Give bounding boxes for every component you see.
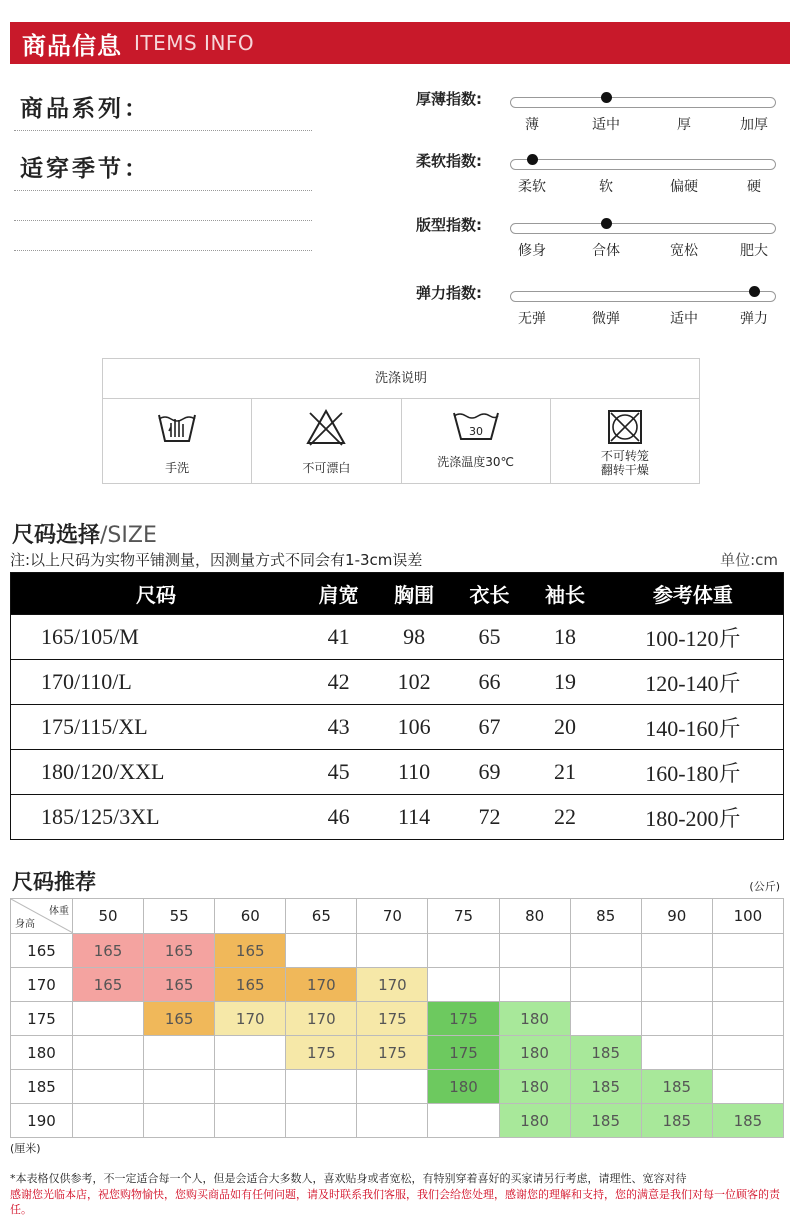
index-tick-label: 加厚 <box>740 117 768 133</box>
size-cell: 100-120斤 <box>603 615 784 660</box>
corner-weight-label: 体重 <box>49 906 69 917</box>
size-unit: 单位:cm <box>720 551 778 569</box>
table-row <box>11 660 784 705</box>
recommend-cell: 185 <box>641 1104 712 1138</box>
recommend-cell <box>428 1104 499 1138</box>
season-divider-3 <box>14 250 312 251</box>
no-tumble-dry-icon <box>605 407 645 447</box>
header-title-cn: 商品信息 <box>22 31 122 60</box>
recommend-cell <box>357 1104 428 1138</box>
recommend-cell: 165 <box>215 968 286 1002</box>
size-cell: 98 <box>376 615 451 660</box>
index-tick-label: 修身 <box>518 243 546 259</box>
recommend-cell: 180 <box>499 1036 570 1070</box>
recommend-cell: 175 <box>357 1036 428 1070</box>
height-header-cell: 180 <box>11 1036 73 1070</box>
recommend-title: 尺码推荐 <box>12 870 96 894</box>
wash-label-dry-2: 翻转干燥 <box>600 463 649 477</box>
recommend-cell <box>357 934 428 968</box>
size-cell: 46 <box>301 795 376 840</box>
size-cell: 22 <box>527 795 602 840</box>
recommend-cell: 180 <box>499 1104 570 1138</box>
recommend-cell <box>215 1036 286 1070</box>
size-cell: 41 <box>301 615 376 660</box>
weight-header-cell: 85 <box>570 899 641 934</box>
index-row <box>416 214 786 264</box>
wash-temp-value: 30 <box>468 425 483 438</box>
wash-instructions <box>102 358 700 484</box>
wash-cell-dry <box>551 399 699 483</box>
index-label: 弹力指数: <box>416 284 482 302</box>
size-header-cell: 尺码 <box>11 573 301 615</box>
wash-cell-temp <box>402 399 551 483</box>
recommend-cell <box>73 1070 144 1104</box>
index-marker <box>527 154 538 165</box>
height-header-cell: 190 <box>11 1104 73 1138</box>
weight-header-cell: 75 <box>428 899 499 934</box>
height-header-cell: 185 <box>11 1070 73 1104</box>
wash-label-temp: 洗涤温度30℃ <box>437 455 514 469</box>
size-cell: 170/110/L <box>11 660 301 705</box>
size-cell: 66 <box>452 660 527 705</box>
table-row <box>11 968 784 1002</box>
wash-cell-bleach <box>252 399 401 483</box>
weight-header-cell: 65 <box>286 899 357 934</box>
footer-thanks: 感谢您光临本店，祝您购物愉快，您购买商品如有任何问题，请及时联系我们客服，我们会给您处理，感谢您的理解和支持，您的满意是我们对每一位顾客的责任。 <box>10 1188 780 1216</box>
weight-header-cell: 50 <box>73 899 144 934</box>
index-label: 柔软指数: <box>416 152 482 170</box>
index-label: 厚薄指数: <box>416 90 482 108</box>
recommend-cell: 165 <box>215 934 286 968</box>
size-cell: 20 <box>527 705 602 750</box>
recommend-weight-unit: (公斤) <box>749 880 780 893</box>
recommend-cell: 170 <box>357 968 428 1002</box>
size-cell: 140-160斤 <box>603 705 784 750</box>
recommend-cell <box>428 934 499 968</box>
recommend-cell <box>499 968 570 1002</box>
table-row <box>11 1070 784 1104</box>
size-header-cell: 胸围 <box>376 573 451 615</box>
recommend-height-unit: (厘米) <box>10 1142 41 1155</box>
table-row <box>11 1036 784 1070</box>
size-cell: 185/125/3XL <box>11 795 301 840</box>
size-cell: 160-180斤 <box>603 750 784 795</box>
index-marker <box>601 218 612 229</box>
recommend-cell: 185 <box>570 1070 641 1104</box>
recommend-cell: 185 <box>570 1036 641 1070</box>
index-tick-label: 宽松 <box>670 243 698 259</box>
table-row <box>11 795 784 840</box>
recommend-cell <box>286 934 357 968</box>
header-title-en: ITEMS INFO <box>134 31 255 55</box>
recommend-cell <box>712 1070 783 1104</box>
series-divider <box>14 130 312 131</box>
season-label: 适穿季节： <box>20 156 150 182</box>
recommend-cell: 180 <box>499 1002 570 1036</box>
size-cell: 43 <box>301 705 376 750</box>
index-track <box>510 97 776 108</box>
wash-cell-hand <box>103 399 252 483</box>
size-cell: 106 <box>376 705 451 750</box>
index-track <box>510 159 776 170</box>
recommend-cell <box>570 1002 641 1036</box>
index-label: 版型指数: <box>416 216 482 234</box>
recommend-corner <box>11 899 73 934</box>
recommend-cell <box>144 1104 215 1138</box>
size-header-cell: 袖长 <box>527 573 602 615</box>
recommend-cell: 170 <box>215 1002 286 1036</box>
size-cell: 69 <box>452 750 527 795</box>
recommend-cell: 165 <box>73 934 144 968</box>
size-note: 注:以上尺码为实物平铺测量，因测量方式不同会有1-3cm误差 <box>10 551 423 569</box>
recommend-cell <box>641 934 712 968</box>
index-tick-label: 软 <box>599 179 613 195</box>
recommend-cell <box>286 1070 357 1104</box>
size-cell: 110 <box>376 750 451 795</box>
hand-wash-icon <box>155 407 199 447</box>
table-row <box>11 1104 784 1138</box>
recommend-cell <box>712 1002 783 1036</box>
recommend-cell: 175 <box>428 1002 499 1036</box>
size-cell: 165/105/M <box>11 615 301 660</box>
recommend-cell <box>357 1070 428 1104</box>
size-cell: 72 <box>452 795 527 840</box>
recommend-cell <box>215 1104 286 1138</box>
wash-label-bleach: 不可漂白 <box>302 461 351 475</box>
size-cell: 19 <box>527 660 602 705</box>
size-cell: 180-200斤 <box>603 795 784 840</box>
size-cell: 42 <box>301 660 376 705</box>
recommend-cell <box>215 1070 286 1104</box>
recommend-cell: 175 <box>286 1036 357 1070</box>
recommend-cell <box>73 1036 144 1070</box>
index-tick-label: 适中 <box>592 117 620 133</box>
table-row <box>11 615 784 660</box>
index-tick-label: 柔软 <box>518 179 546 195</box>
recommend-cell <box>712 934 783 968</box>
table-row <box>11 750 784 795</box>
recommend-cell: 170 <box>286 968 357 1002</box>
recommend-cell: 175 <box>428 1036 499 1070</box>
index-row <box>416 282 786 332</box>
recommend-cell <box>144 1036 215 1070</box>
size-title-cn: 尺码选择 <box>12 523 101 548</box>
height-header-cell: 165 <box>11 934 73 968</box>
size-header-cell: 参考体重 <box>603 573 784 615</box>
season-divider-2 <box>14 220 312 221</box>
wash-label-dry: 不可转笼 <box>600 449 649 463</box>
index-tick-label: 弹力 <box>740 311 768 327</box>
recommend-cell <box>286 1104 357 1138</box>
index-tick-label: 薄 <box>525 117 539 133</box>
index-tick-label: 偏硬 <box>670 179 698 195</box>
weight-header-cell: 70 <box>357 899 428 934</box>
size-header-cell: 肩宽 <box>301 573 376 615</box>
table-row <box>11 934 784 968</box>
size-title <box>12 518 157 549</box>
size-cell: 175/115/XL <box>11 705 301 750</box>
index-tick-label: 无弹 <box>518 311 546 327</box>
recommend-cell: 185 <box>570 1104 641 1138</box>
weight-header-cell: 55 <box>144 899 215 934</box>
size-table <box>10 572 784 840</box>
height-header-cell: 170 <box>11 968 73 1002</box>
recommend-cell: 165 <box>73 968 144 1002</box>
recommend-cell <box>428 968 499 1002</box>
wash-temp-icon <box>451 407 501 443</box>
size-cell: 65 <box>452 615 527 660</box>
recommend-cell <box>712 1036 783 1070</box>
index-tick-label: 硬 <box>747 179 761 195</box>
index-tick-label: 合体 <box>592 243 620 259</box>
recommend-cell: 180 <box>499 1070 570 1104</box>
recommend-table <box>10 898 784 1138</box>
size-cell: 67 <box>452 705 527 750</box>
size-cell: 120-140斤 <box>603 660 784 705</box>
season-divider <box>14 190 312 191</box>
recommend-cell: 165 <box>144 934 215 968</box>
recommend-cell: 180 <box>428 1070 499 1104</box>
wash-label-hand: 手洗 <box>165 461 190 475</box>
recommend-cell: 175 <box>357 1002 428 1036</box>
size-cell: 102 <box>376 660 451 705</box>
index-tick-label: 厚 <box>677 117 691 133</box>
recommend-cell <box>73 1104 144 1138</box>
index-marker <box>749 286 760 297</box>
recommend-cell <box>641 968 712 1002</box>
weight-header-cell: 80 <box>499 899 570 934</box>
index-track <box>510 291 776 302</box>
index-tick-label: 微弹 <box>592 311 620 327</box>
section-header <box>10 22 790 64</box>
recommend-cell: 165 <box>144 1002 215 1036</box>
recommend-cell: 165 <box>144 968 215 1002</box>
recommend-cell <box>499 934 570 968</box>
index-row <box>416 88 786 138</box>
recommend-cell: 185 <box>712 1104 783 1138</box>
recommend-cell <box>712 968 783 1002</box>
corner-height-label: 身高 <box>15 919 35 930</box>
wash-title: 洗涤说明 <box>103 359 699 399</box>
recommend-cell <box>570 934 641 968</box>
height-header-cell: 175 <box>11 1002 73 1036</box>
recommend-cell <box>641 1036 712 1070</box>
table-row <box>11 705 784 750</box>
weight-header-cell: 60 <box>215 899 286 934</box>
size-cell: 45 <box>301 750 376 795</box>
size-header-cell: 衣长 <box>452 573 527 615</box>
footer-disclaimer: *本表格仅供参考，不一定适合每一个人，但是会适合大多数人，喜欢贴身或者宽松，有特别穿着喜好的买家请另行考虑，请理性、宽容对待 <box>10 1172 687 1185</box>
recommend-cell <box>73 1002 144 1036</box>
series-label: 商品系列： <box>20 96 150 122</box>
recommend-cell <box>641 1002 712 1036</box>
no-bleach-icon <box>304 407 348 447</box>
index-marker <box>601 92 612 103</box>
size-cell: 114 <box>376 795 451 840</box>
recommend-cell: 170 <box>286 1002 357 1036</box>
index-tick-label: 适中 <box>670 311 698 327</box>
weight-header-cell: 100 <box>712 899 783 934</box>
recommend-cell <box>144 1070 215 1104</box>
index-track <box>510 223 776 234</box>
size-cell: 180/120/XXL <box>11 750 301 795</box>
weight-header-cell: 90 <box>641 899 712 934</box>
size-title-en: /SIZE <box>100 523 157 548</box>
size-cell: 21 <box>527 750 602 795</box>
table-row <box>11 1002 784 1036</box>
size-cell: 18 <box>527 615 602 660</box>
recommend-cell <box>570 968 641 1002</box>
index-tick-label: 肥大 <box>740 243 768 259</box>
index-row <box>416 150 786 200</box>
recommend-cell: 185 <box>641 1070 712 1104</box>
